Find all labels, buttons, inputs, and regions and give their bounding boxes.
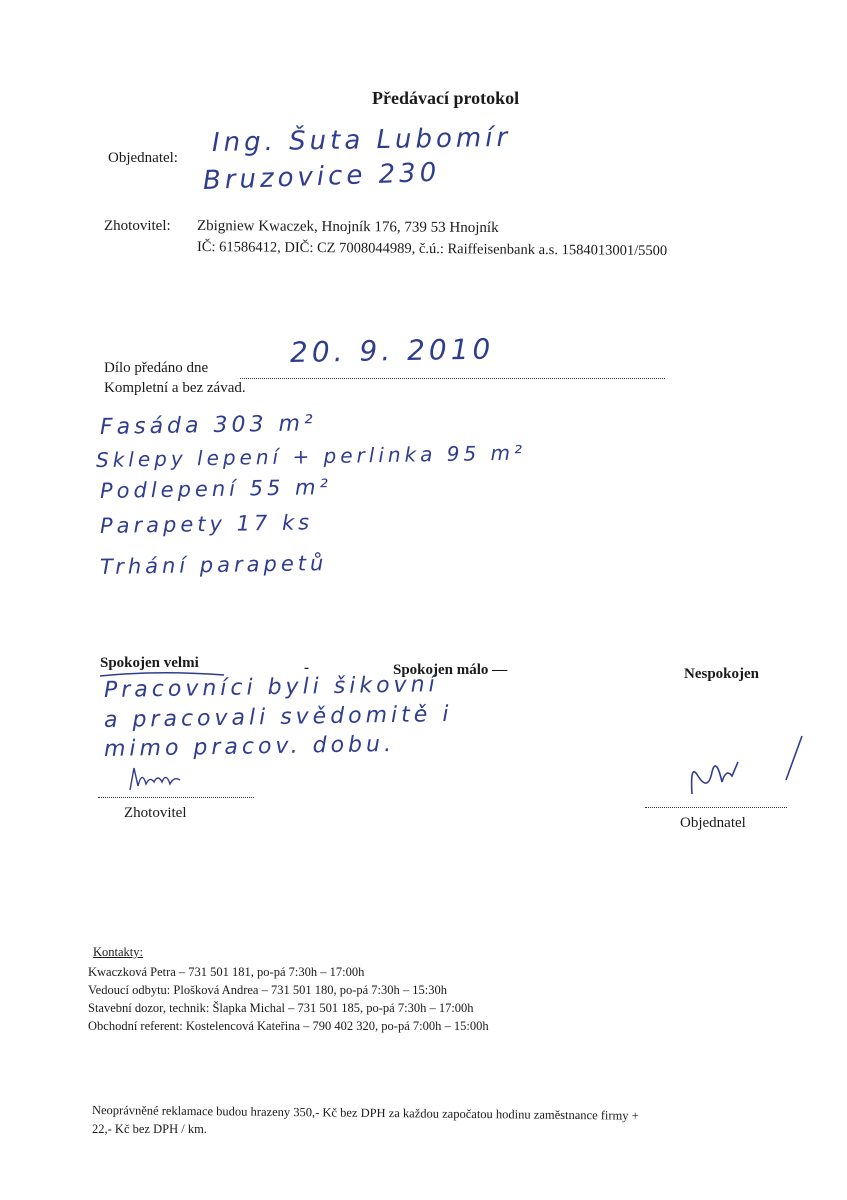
rating-comment-line: a pracovali svědomitě i: [103, 701, 453, 733]
zhotovitel-signature-line: [98, 797, 254, 798]
work-item: Trhání parapetů: [99, 551, 328, 579]
zhotovitel-signature-label: Zhotovitel: [124, 805, 187, 821]
dash-mark: -: [304, 660, 309, 676]
contact-line: Kwaczková Petra – 731 501 181, po-pá 7:30h – 17:00h: [88, 965, 365, 979]
work-item: Sklepy lepení + perlinka 95 m²: [95, 440, 527, 472]
rating-comment-line: mimo pracov. dobu.: [103, 731, 396, 762]
objednatel-signature-label: Objednatel: [680, 815, 746, 831]
objednatel-signature-line: [645, 807, 787, 808]
zhotovitel-signature: [126, 762, 186, 796]
zhotovitel-label: Zhotovitel:: [104, 218, 171, 234]
objednatel-name-handwritten: Ing. Šuta Lubomír: [211, 122, 512, 158]
handover-date-handwritten: 20. 9. 2010: [289, 332, 495, 369]
handover-date-label: Dílo předáno dne: [104, 360, 209, 376]
objednatel-address-handwritten: Bruzovice 230: [202, 157, 441, 196]
footer-note-line: 22,- Kč bez DPH / km.: [92, 1122, 207, 1136]
objednatel-label: Objednatel:: [108, 150, 178, 166]
handover-status: Kompletní a bez závad.: [104, 380, 246, 396]
contact-line: Vedoucí odbytu: Plošková Andrea – 731 501 180, po-pá 7:30h – 15:30h: [88, 983, 447, 997]
zhotovitel-identifiers: IČ: 61586412, DIČ: CZ 7008044989, č.ú.: Raiffeisenbank a.s. 1584013001/5500: [196, 239, 668, 260]
zhotovitel-address: Zbigniew Kwaczek, Hnojník 176, 739 53 Hnojník: [196, 218, 499, 237]
contact-line: Stavební dozor, technik: Šlapka Michal – 731 501 185, po-pá 7:30h – 17:00h: [88, 1001, 474, 1015]
objednatel-signature: [672, 732, 812, 804]
rating-option-not-satisfied: Nespokojen: [684, 666, 760, 682]
document-title: Předávací protokol: [372, 88, 520, 108]
rating-option-label: Spokojen málo: [393, 662, 489, 678]
contact-line: Obchodní referent: Kostelencová Kateřina – 790 402 320, po-pá 7:00h – 15:00h: [88, 1019, 489, 1033]
handover-date-line: [240, 378, 665, 379]
work-item: Podlepení 55 m²: [99, 474, 333, 503]
work-item: Parapety 17 ks: [99, 510, 314, 538]
work-item: Fasáda 303 m²: [99, 411, 317, 440]
footer-note-line: Neoprávněné reklamace budou hrazeny 350,- Kč bez DPH za každou započatou hodinu zaměstnance firmy +: [91, 1103, 639, 1123]
rating-option-very-satisfied: Spokojen velmi: [100, 655, 199, 671]
rating-comment-line: Pracovníci byli šikovní: [103, 672, 439, 703]
dash-mark: —: [492, 662, 508, 678]
contacts-heading: Kontakty:: [93, 945, 143, 959]
